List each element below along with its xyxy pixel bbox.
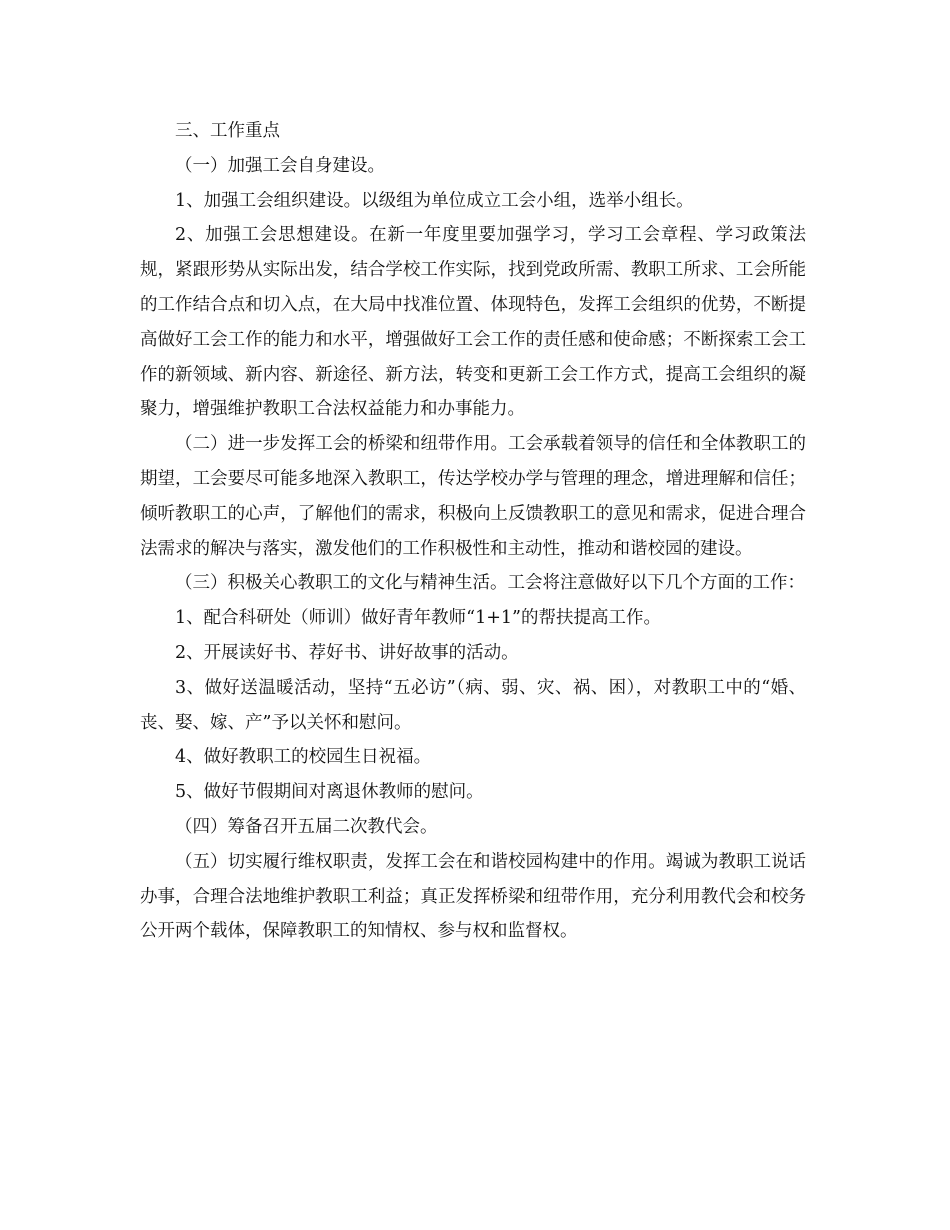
paragraph-3-4: 4、做好教职工的校园生日祝福。 xyxy=(175,747,432,768)
paragraph-3-2: 2、开展读好书、荐好书、讲好故事的活动。 xyxy=(175,642,519,663)
paragraph-1-1: 1、加强工会组织建设。以级组为单位成立工会小组，选举小组长。 xyxy=(175,190,694,211)
subsection-heading-4: （四）筹备召开五届二次教代会。 xyxy=(175,816,438,837)
paragraph-3: （三）积极关心教职工的文化与精神生活。工会将注意做好以下几个方面的工作： xyxy=(175,573,805,594)
paragraph-3-3: 3、做好送温暖活动，坚持“五必访”（病、弱、灾、祸、困），对教职工中的“婚、丧、娶、嫁、产”予以关怀和慰问。 xyxy=(140,677,806,733)
paragraph-5: （五）切实履行维权职责，发挥工会在和谐校园构建中的作用。竭诚为教职工说话办事，合理合法地维护教职工利益；真正发挥桥梁和纽带作用，充分利用教代会和校务公开两个载体，保障教职工的知情权、参与权和监督权。 xyxy=(140,851,806,942)
paragraph-3-1: 1、配合科研处（师训）做好青年教师“1+1”的帮扶提高工作。 xyxy=(175,608,661,629)
document-body xyxy=(140,114,806,949)
section-heading: 三、工作重点 xyxy=(175,121,280,141)
paragraph-1-2: 2、加强工会思想建设。在新一年度里要加强学习，学习工会章程、学习政策法规，紧跟形势从实际出发，结合学校工作实际，找到党政所需、教职工所求、工会所能的工作结合点和切入点，在大局中找准位置、体现特色，发挥工会组织的优势，不断提高做好工会工作的能力和水平，增强做好工会工作的责任感和使命感；不断探索工会工作的新领域、新内容、新途径、新方法，转变和更新工会工作方式，提高工会组织的凝聚力，增强维护教职工合法权益能力和办事能力。 xyxy=(140,225,806,420)
paragraph-3-5: 5、做好节假期间对离退休教师的慰问。 xyxy=(175,782,484,803)
paragraph-2: （二）进一步发挥工会的桥梁和纽带作用。工会承载着领导的信任和全体教职工的期望，工会要尽可能多地深入教职工，传达学校办学与管理的理念，增进理解和信任；倾听教职工的心声，了解他们的需求，积极向上反馈教职工的意见和需求，促进合理合法需求的解决与落实，激发他们的工作积极性和主动性，推动和谐校园的建设。 xyxy=(140,434,806,559)
subsection-heading-1: （一）加强工会自身建设。 xyxy=(175,155,385,176)
